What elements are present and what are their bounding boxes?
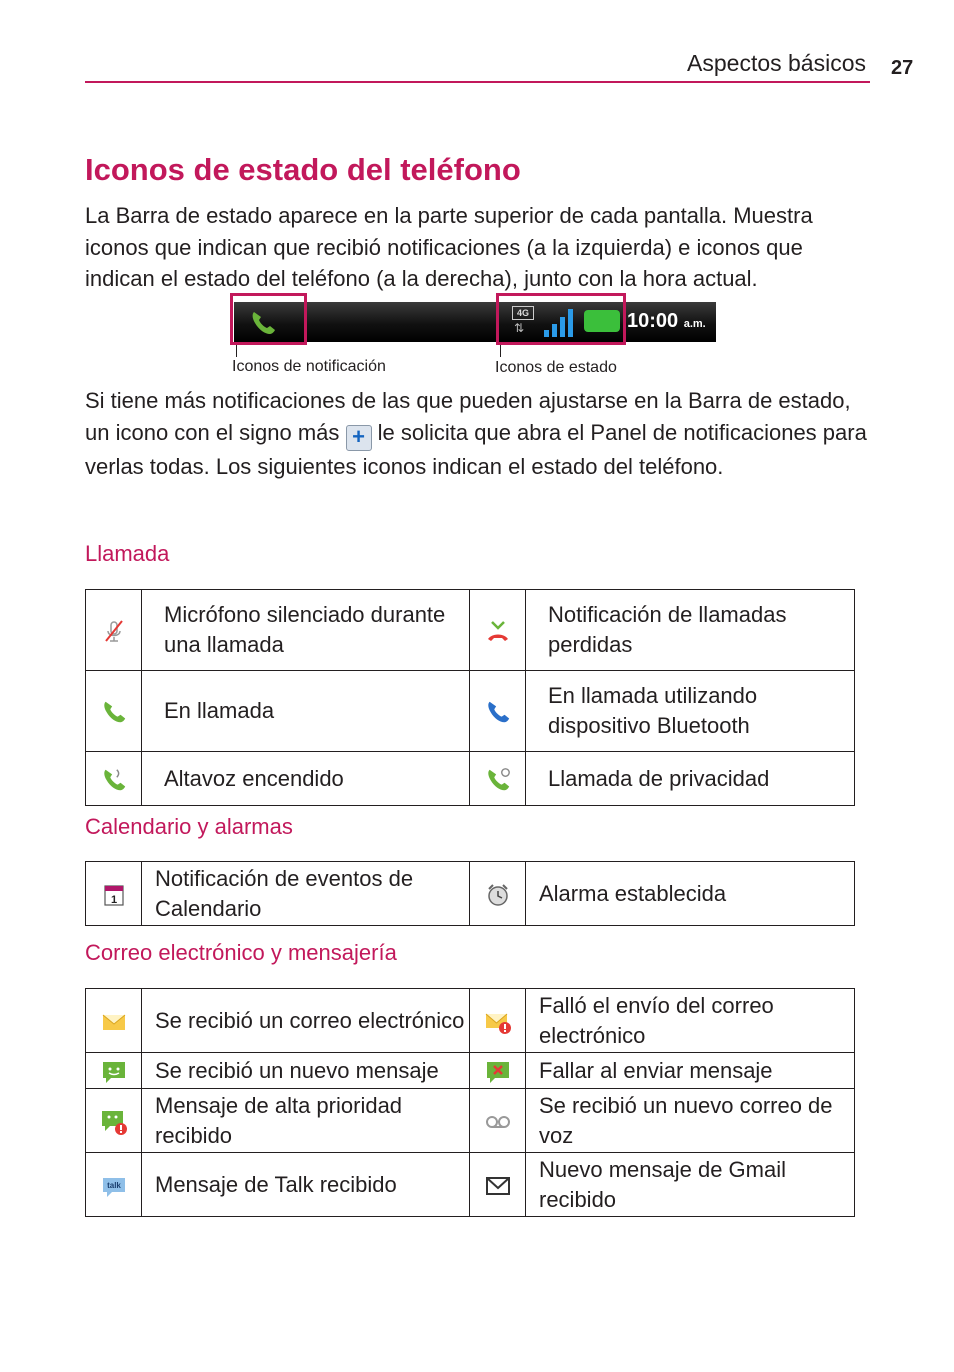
table-cell: Falló el envío del correo electrónico bbox=[526, 989, 855, 1053]
table-icon-cell bbox=[86, 1053, 142, 1089]
plus-icon: + bbox=[346, 425, 372, 451]
table-row bbox=[86, 989, 855, 1053]
table-cell: Notificación de llamadas perdidas bbox=[526, 590, 855, 671]
svg-text:talk: talk bbox=[106, 1180, 121, 1190]
paragraph-text-before-icon: Si tiene más notificaciones de las que pueden ajustarse en la Barra de estado, un icono con el signo más bbox=[85, 388, 851, 445]
clock-time: 10:00 bbox=[627, 310, 679, 332]
notification-icons-caption: Iconos de notificación bbox=[232, 358, 386, 375]
table-row bbox=[86, 671, 855, 752]
table-cell: Mensaje de Talk recibido bbox=[142, 1153, 470, 1217]
talk-icon bbox=[100, 1172, 128, 1200]
status-icons-highlight bbox=[496, 293, 626, 345]
network-4g-icon: 4G bbox=[512, 306, 534, 320]
message-error-icon bbox=[484, 1058, 512, 1086]
callout-line bbox=[236, 345, 237, 357]
table-icon-cell bbox=[86, 590, 142, 671]
message-icon bbox=[100, 1058, 128, 1086]
privacy-call-icon bbox=[484, 766, 512, 794]
table-cell: Se recibió un correo electrónico bbox=[142, 989, 470, 1053]
section-heading-call: Llamada bbox=[85, 541, 170, 566]
clock bbox=[627, 310, 706, 333]
table-row bbox=[86, 590, 855, 671]
table-icon-cell bbox=[86, 1089, 142, 1153]
table-icon-cell bbox=[470, 1053, 526, 1089]
table-cell: En llamada bbox=[142, 671, 470, 752]
paragraph-text-after-icon: le solicita que abra el Panel de notificaciones para verlas todas. Los siguientes iconos indican el estado del teléfono. bbox=[85, 419, 867, 479]
status-icons-caption: Iconos de estado bbox=[495, 359, 617, 376]
table-icon-cell bbox=[470, 671, 526, 752]
page-title: Iconos de estado del teléfono bbox=[85, 152, 521, 187]
page-number: 27 bbox=[891, 57, 914, 79]
muted-mic-icon bbox=[100, 617, 128, 645]
call-icon bbox=[100, 698, 128, 726]
table-cell: Micrófono silenciado durante una llamada bbox=[142, 590, 470, 671]
table-row bbox=[86, 1153, 855, 1217]
calendar-icons-table bbox=[85, 861, 855, 926]
intro-paragraph: La Barra de estado aparece en la parte superior de cada pantalla. Muestra iconos que indican que recibió notificaciones (a la izquierda) e iconos que indican el estado del teléfono (a la derecha), junto con la hora actual. bbox=[85, 203, 813, 291]
section-heading-calendar: Calendario y alarmas bbox=[85, 814, 293, 839]
voicemail-icon bbox=[484, 1108, 512, 1136]
table-cell: Fallar al enviar mensaje bbox=[526, 1053, 855, 1089]
clock-ampm: a.m. bbox=[683, 318, 706, 330]
notification-icons-highlight bbox=[230, 293, 307, 345]
table-cell: En llamada utilizando dispositivo Bluetooth bbox=[526, 671, 855, 752]
table-icon-cell bbox=[470, 862, 526, 926]
table-icon-cell bbox=[86, 752, 142, 806]
table-icon-cell bbox=[470, 989, 526, 1053]
table-icon-cell bbox=[86, 989, 142, 1053]
missed-call-icon bbox=[484, 617, 512, 645]
table-cell: Altavoz encendido bbox=[142, 752, 470, 806]
table-row bbox=[86, 862, 855, 926]
call-icons-table bbox=[85, 589, 855, 806]
table-cell: Notificación de eventos de Calendario bbox=[142, 862, 470, 926]
more-notifications-paragraph bbox=[85, 385, 875, 482]
table-row bbox=[86, 752, 855, 806]
table-icon-cell bbox=[470, 752, 526, 806]
bluetooth-call-icon bbox=[484, 698, 512, 726]
table-row bbox=[86, 1089, 855, 1153]
table-cell: Mensaje de alta prioridad recibido bbox=[142, 1089, 470, 1153]
table-icon-cell bbox=[86, 1153, 142, 1217]
table-cell: Llamada de privacidad bbox=[526, 752, 855, 806]
email-error-icon bbox=[484, 1008, 512, 1036]
svg-text:1: 1 bbox=[110, 893, 117, 906]
table-cell: Se recibió un nuevo correo de voz bbox=[526, 1089, 855, 1153]
callout-line bbox=[500, 345, 501, 357]
running-header-section: Aspectos básicos bbox=[687, 50, 866, 76]
table-icon-cell bbox=[470, 1089, 526, 1153]
table-row bbox=[86, 1053, 855, 1089]
mail-icons-table bbox=[85, 988, 855, 1217]
table-icon-cell bbox=[470, 1153, 526, 1217]
data-arrows-icon: ⇅ bbox=[514, 321, 525, 335]
alarm-icon bbox=[484, 881, 512, 909]
speaker-call-icon bbox=[100, 766, 128, 794]
gmail-icon bbox=[484, 1172, 512, 1200]
table-icon-cell bbox=[86, 671, 142, 752]
priority-message-icon bbox=[100, 1108, 128, 1136]
table-cell: Se recibió un nuevo mensaje bbox=[142, 1053, 470, 1089]
table-icon-cell bbox=[86, 862, 142, 926]
table-icon-cell bbox=[470, 590, 526, 671]
calendar-icon bbox=[100, 881, 128, 909]
section-heading-mail: Correo electrónico y mensajería bbox=[85, 940, 397, 965]
table-cell: Nuevo mensaje de Gmail recibido bbox=[526, 1153, 855, 1217]
email-icon bbox=[100, 1008, 128, 1036]
table-cell: Alarma establecida bbox=[526, 862, 855, 926]
running-header bbox=[85, 50, 870, 83]
